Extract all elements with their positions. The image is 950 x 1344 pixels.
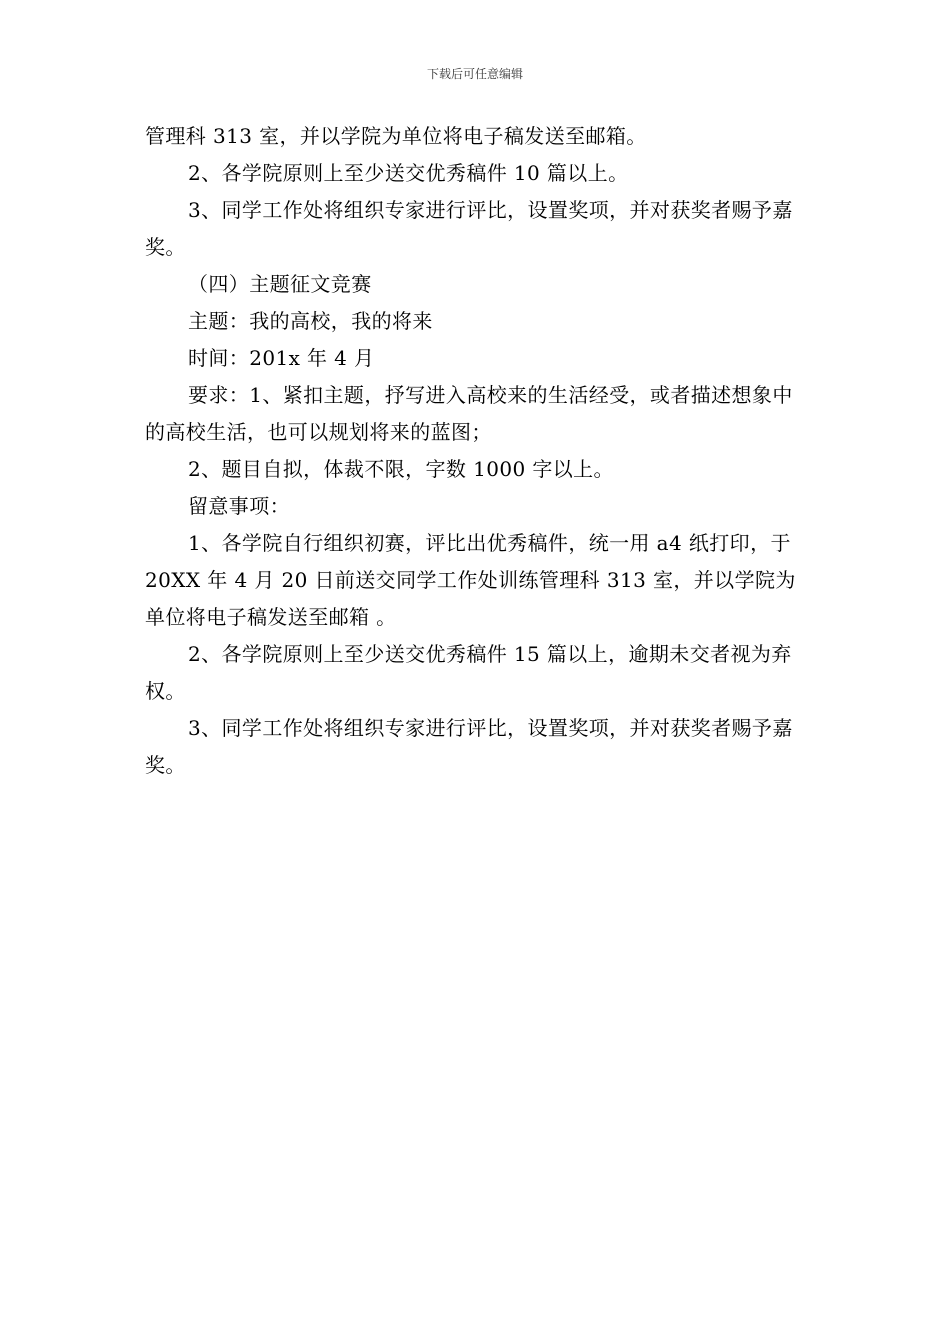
paragraph-note-3: 3、同学工作处将组织专家进行评比，设置奖项，并对获奖者赐予嘉奖。 (145, 716, 793, 777)
paragraph-requirements-1: 要求：1、紧扣主题，抒写进入高校来的生活经受，或者描述想象中的高校生活，也可以规划将来的蓝图； (145, 383, 793, 444)
paragraph-item-3: 3、同学工作处将组织专家进行评比，设置奖项，并对获奖者赐予嘉奖。 (145, 198, 793, 259)
paragraph-time: 时间：201x 年 4 月 (188, 346, 375, 370)
paragraph-theme: 主题：我的高校，我的将来 (188, 309, 433, 333)
paragraph-note-1: 1、各学院自行组织初赛，评比出优秀稿件，统一用 a4 纸打印，于 20XX 年 4 月 20 日前送交同学工作处训练管理科 313 室，并以学院为单位将电子稿发送至邮箱 。 (145, 531, 796, 629)
page-header: 下载后可任意编辑 (426, 67, 523, 81)
document-body (145, 118, 810, 784)
section-heading-essay-contest: （四）主题征文竞赛 (188, 272, 372, 296)
paragraph-note-2: 2、各学院原则上至少送交优秀稿件 15 篇以上，逾期未交者视为弃权。 (145, 642, 792, 703)
paragraph-notes-heading: 留意事项： (188, 494, 290, 518)
paragraph-requirements-2: 2、题目自拟，体裁不限，字数 1000 字以上。 (188, 457, 614, 481)
paragraph-continuation: 管理科 313 室，并以学院为单位将电子稿发送至邮箱。 (145, 124, 647, 148)
paragraph-item-2: 2、各学院原则上至少送交优秀稿件 10 篇以上。 (188, 161, 629, 185)
